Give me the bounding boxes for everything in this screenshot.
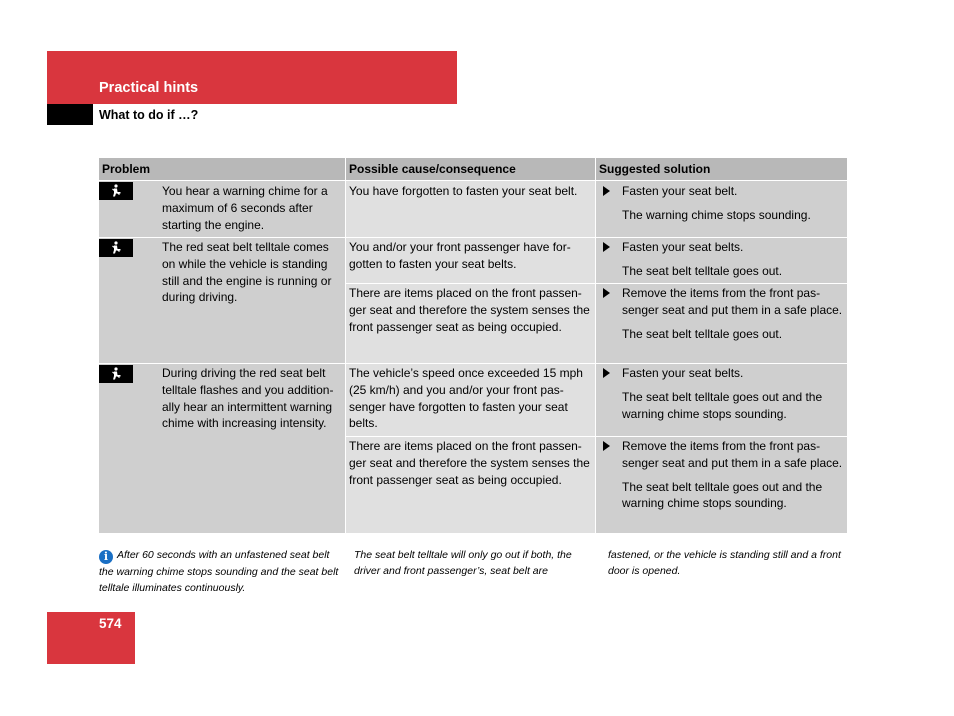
solution-step: [599, 239, 844, 256]
arrow-bullet-icon: [603, 368, 610, 378]
solution-text: Remove the items from the front pas-senger seat and put them in a safe place.: [622, 439, 843, 470]
solution-result: The warning chime stops sounding.: [622, 207, 811, 222]
footnote-text: After 60 seconds with an unfastened seat belt the warning chime stops sounding and the seat belt telltale illuminates continuously.: [99, 549, 339, 594]
solution-step: [599, 183, 844, 200]
page-number: 574: [99, 616, 122, 631]
seat-belt-warning-icon: [99, 365, 133, 383]
cause-cell: [346, 284, 595, 363]
problem-text: The red seat belt telltale comes on while the vehicle is standing still and the engine is running or during driving.: [162, 240, 332, 305]
problem-text: During driving the red seat belt telltale flashes and you addition-ally hear an intermittent warning chime with increasing intensity.: [162, 366, 334, 431]
cause-cell: [346, 181, 595, 237]
cause-text: The vehicle’s speed once exceeded 15 mph (25 km/h) and you and/or your front pas-senger have forgotten to fasten your seat belts.: [349, 366, 583, 431]
footnote-col-3: fastened, or the vehicle is standing still and a front door is opened.: [608, 549, 841, 577]
solution-step: [599, 285, 844, 319]
section-tab-marker: [47, 104, 93, 125]
solution-step: [599, 365, 844, 382]
solution-cell: [596, 364, 847, 436]
solution-result: The seat belt telltale goes out and the warning chime stops sounding.: [622, 479, 823, 511]
seat-belt-warning-icon: [99, 239, 133, 257]
footnote-col-2: The seat belt telltale will only go out if both, the driver and front passenger’s, seat belt are: [354, 549, 572, 577]
header-band: [47, 51, 457, 104]
cause-cell: [346, 437, 595, 533]
solution-cell: [596, 284, 847, 363]
arrow-bullet-icon: [603, 242, 610, 252]
cause-cell: [346, 364, 595, 436]
subsection-title: What to do if …?: [99, 108, 199, 122]
solution-text: Fasten your seat belt.: [622, 184, 738, 198]
solution-text: Fasten your seat belts.: [622, 240, 744, 254]
arrow-bullet-icon: [603, 441, 610, 451]
solution-result: The seat belt telltale goes out.: [622, 263, 783, 278]
solution-text: Fasten your seat belts.: [622, 366, 744, 380]
arrow-bullet-icon: [603, 288, 610, 298]
cause-text: There are items placed on the front passen-ger seat and therefore the system senses the front passenger seat as being occupied.: [349, 286, 590, 334]
solution-step: [599, 438, 844, 472]
solution-cell: [596, 437, 847, 533]
table-row-problem: [99, 364, 345, 533]
info-icon: i: [99, 550, 113, 564]
cause-text: You have forgotten to fasten your seat belt.: [349, 184, 578, 198]
column-header-problem: Problem: [99, 158, 345, 180]
footnote-col-1: [99, 547, 339, 596]
solution-text: Remove the items from the front pas-senger seat and put them in a safe place.: [622, 286, 843, 317]
table-row-problem: [99, 181, 345, 237]
column-header-cause: Possible cause/consequence: [346, 158, 595, 180]
cause-text: There are items placed on the front passen-ger seat and therefore the system senses the front passenger seat as being occupied.: [349, 439, 590, 487]
cause-cell: [346, 238, 595, 283]
column-header-solution: Suggested solution: [596, 158, 847, 180]
table-row-problem: [99, 238, 345, 363]
arrow-bullet-icon: [603, 186, 610, 196]
section-title: Practical hints: [99, 80, 199, 96]
problem-text: You hear a warning chime for a maximum of 6 seconds after starting the engine.: [162, 184, 328, 232]
cause-text: You and/or your front passenger have for-gotten to fasten your seat belts.: [349, 240, 571, 271]
solution-result: The seat belt telltale goes out and the warning chime stops sounding.: [622, 389, 823, 421]
solution-result: The seat belt telltale goes out.: [622, 326, 783, 341]
solution-cell: [596, 181, 847, 237]
solution-cell: [596, 238, 847, 283]
seat-belt-warning-icon: [99, 182, 133, 200]
